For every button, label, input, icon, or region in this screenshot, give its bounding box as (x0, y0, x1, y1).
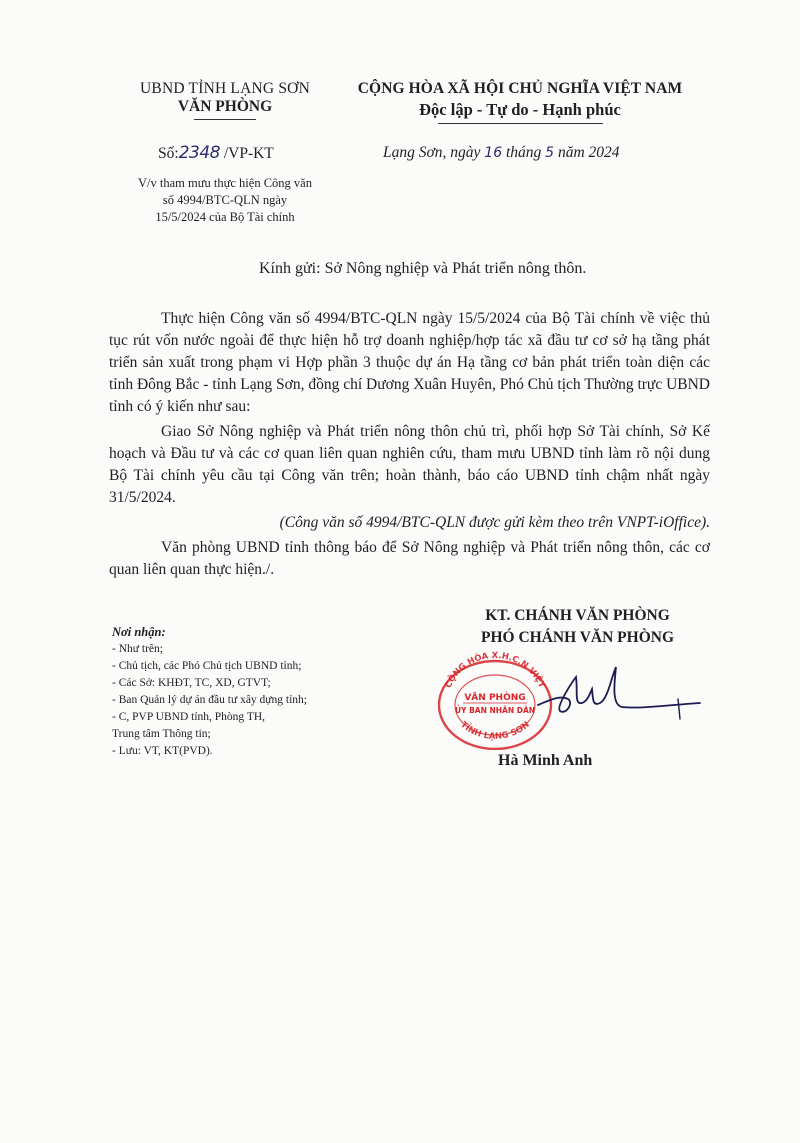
date-lead: Lạng Sơn, ngày (383, 144, 481, 161)
seal-center-1: VĂN PHÒNG (464, 693, 526, 703)
subject-line-1: V/v tham mưu thực hiện Công văn (138, 176, 312, 190)
seal-ring-top: CỘNG HÒA X.H.C.N VIỆT (443, 650, 547, 690)
recipients-title: Nơi nhận: (112, 625, 166, 639)
document-number (158, 143, 274, 163)
subject-line-3: 15/5/2024 của Bộ Tài chính (155, 210, 295, 224)
date-month-label: tháng (505, 144, 542, 161)
seal-center-2: ỦY BAN NHÂN DÂN (454, 706, 536, 715)
body (109, 308, 710, 584)
docno-prefix: Số: (158, 145, 179, 162)
nation-motto: Độc lập - Tự do - Hạnh phúc (419, 100, 621, 119)
issuing-organization (100, 80, 350, 120)
recipients-item: - Chủ tịch, các Phó Chủ tịch UBND tỉnh; (112, 660, 302, 672)
org-parent: UBND TỈNH LẠNG SƠN (140, 80, 310, 97)
recipients-list (112, 624, 412, 760)
body-paragraph-4: Văn phòng UBND tỉnh thông báo để Sở Nông nghiệp và Phát triển nông thôn, các cơ quan liên quan thực hiện./. (109, 539, 710, 578)
org-underline (194, 119, 256, 120)
body-attachment-note: (Công văn số 4994/BTC-QLN được gửi kèm theo trên VNPT-iOffice). (279, 514, 710, 531)
date-month: 5 (545, 145, 555, 161)
subject-line-2: số 4994/BTC-QLN ngày (162, 193, 288, 207)
nation-title: CỘNG HÒA XÃ HỘI CHỦ NGHĨA VIỆT NAM (357, 80, 683, 97)
docno-suffix: /VP-KT (223, 145, 274, 162)
date-day: 16 (484, 145, 503, 161)
signature-block (440, 605, 715, 649)
motto-underline (438, 123, 603, 124)
recipients-item: - Các Sở: KHĐT, TC, XD, GTVT; (112, 677, 271, 689)
signer-name: Hà Minh Anh (498, 752, 593, 769)
handwritten-signature (530, 655, 710, 730)
docno-handwritten: 2348 (178, 143, 220, 163)
national-header (330, 80, 710, 124)
date-year: năm 2024 (557, 144, 620, 161)
svg-text:TỈNH LẠNG SƠN (458, 720, 531, 742)
recipients-item: - Như trên; (112, 643, 163, 655)
signature-title-2: PHÓ CHÁNH VĂN PHÒNG (480, 629, 675, 646)
body-paragraph-2: Giao Sở Nông nghiệp và Phát triển nông thôn chủ trì, phối hợp Sở Tài chính, Sở Kế hoạch và Đầu tư và các cơ quan liên quan nghiên cứu, tham mưu UBND tỉnh làm rõ nội dung Bộ Tài chính yêu cầu tại Công văn trên; hoàn thành, báo cáo UBND tỉnh chậm nhất ngày 31/5/2024. (109, 423, 710, 506)
recipients-item: Trung tâm Thông tin; (112, 728, 211, 740)
recipients-item: - C, PVP UBND tỉnh, Phòng TH, (112, 711, 266, 723)
recipients-item: - Ban Quản lý dự án đầu tư xây dựng tỉnh; (112, 694, 308, 706)
place-date (383, 144, 620, 162)
body-paragraph-1: Thực hiện Công văn số 4994/BTC-QLN ngày 15/5/2024 của Bộ Tài chính về việc thủ tục rút vốn nước ngoài để thực hiện hỗ trợ doanh nghiệp/hợp tác xã đầu tư cơ sở hạ tầng phát triển sản xuất trong phạm vi Hợp phần 3 thuộc dự án Hạ tầng cơ bản phát triển toàn diện các tỉnh Đông Bắc - tỉnh Lạng Sơn, đồng chí Dương Xuân Huyên, Phó Chủ tịch Thường trực UBND tỉnh có ý kiến như sau: (109, 310, 710, 415)
recipients-item: - Lưu: VT, KT(PVD). (112, 745, 213, 757)
seal-ring-bottom: TỈNH LẠNG SƠN (458, 719, 532, 742)
subject (100, 175, 350, 226)
signature-title-1: KT. CHÁNH VĂN PHÒNG (485, 607, 670, 624)
recipient: Kính gửi: Sở Nông nghiệp và Phát triển nông thôn. (259, 260, 587, 277)
org-name: VĂN PHÒNG (177, 98, 273, 115)
